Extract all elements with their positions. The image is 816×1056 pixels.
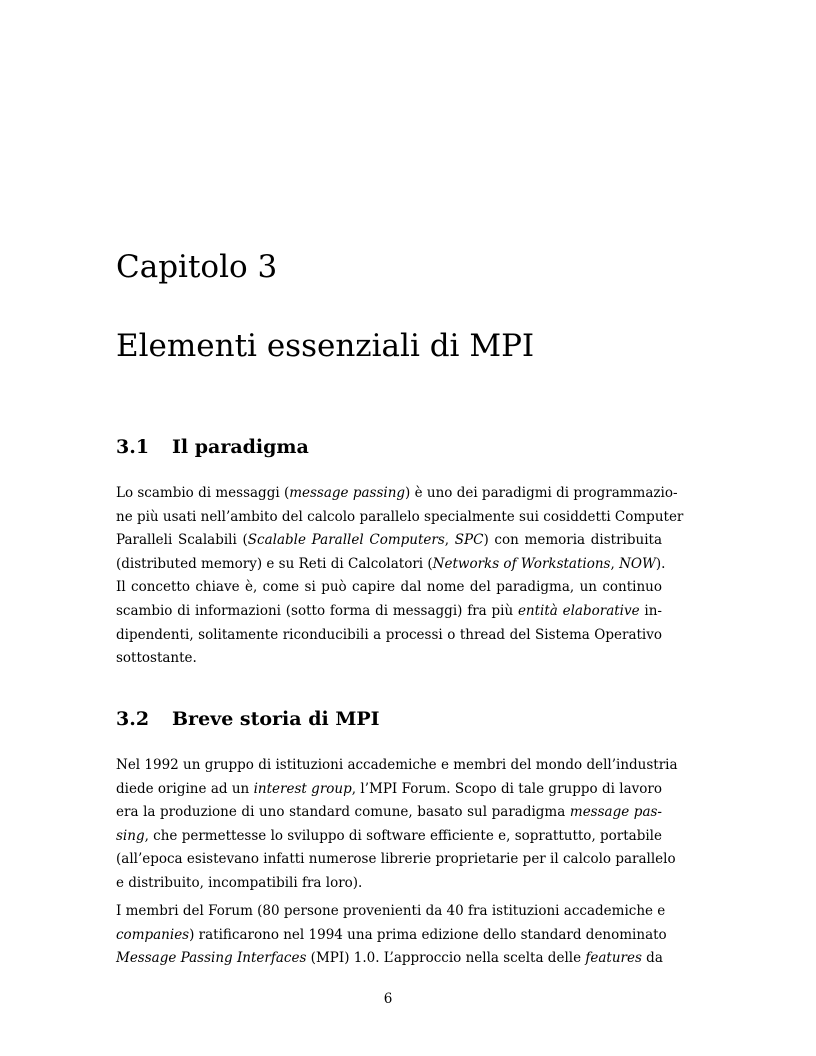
- section-number: 3.2: [116, 708, 150, 730]
- section-heading-3-1: [116, 434, 309, 460]
- italic-text: Scalable Parallel Computers: [247, 532, 445, 549]
- page-number: 6: [383, 991, 393, 1007]
- text-run: ).: [655, 555, 666, 572]
- text-run: , che permettesse lo sviluppo di software efficiente e, soprattutto, portabile: [144, 827, 662, 844]
- section-heading-3-2: [116, 706, 380, 732]
- text-line: [116, 924, 667, 948]
- paragraph: [116, 482, 684, 671]
- text-run: in-: [639, 602, 662, 619]
- italic-text: Message Passing Interfaces: [116, 950, 307, 967]
- italic-text: Networks of Workstations: [432, 555, 611, 572]
- text-line: [116, 482, 678, 506]
- italic-text: features: [585, 950, 642, 967]
- text-run: , l’MPI Forum. Scopo di tale gruppo di lavoro: [351, 780, 662, 797]
- text-run: da: [641, 950, 663, 967]
- text-run: Il concetto chiave è, come si può capire dal nome del paradigma, un continuo: [116, 579, 662, 596]
- text-run: Paralleli Scalabili (: [116, 532, 248, 549]
- paragraph: [116, 900, 667, 971]
- section-number: 3.1: [116, 436, 150, 458]
- text-run: (MPI) 1.0. L’approccio nella scelta delle: [306, 950, 586, 967]
- text-run: ne più usati nell’ambito del calcolo parallelo specialmente sui cosiddetti Computer: [116, 508, 684, 525]
- italic-text: companies: [116, 926, 190, 943]
- text-run: e distribuito, incompatibili fra loro).: [116, 874, 363, 891]
- italic-text: entità elaborative: [517, 602, 640, 619]
- text-run: sottostante.: [116, 650, 197, 667]
- italic-text: NOW: [619, 555, 656, 572]
- text-line: [116, 900, 666, 924]
- text-run: (all’epoca esistevano infatti numerose librerie proprietarie per il calcolo parallelo: [116, 851, 676, 868]
- text-run: ,: [444, 532, 455, 549]
- text-run: era la produzione di uno standard comune, basato sul paradigma: [116, 804, 570, 821]
- text-line: [116, 506, 684, 530]
- section-title: Breve storia di MPI: [172, 708, 380, 730]
- text-line: [116, 947, 662, 971]
- paragraph: [116, 754, 678, 896]
- text-line: [116, 778, 662, 802]
- text-run: Lo scambio di messaggi (: [116, 485, 290, 501]
- text-run: ) ratificarono nel 1994 una prima edizione dello standard denominato: [189, 926, 667, 943]
- text-run: ,: [610, 555, 620, 572]
- text-run: diede origine ad un: [116, 780, 254, 797]
- text-line: [116, 801, 662, 825]
- chapter-title: Elementi essenziali di MPI: [116, 328, 535, 364]
- text-run: scambio di informazioni (sotto forma di messaggi) fra più: [116, 602, 518, 619]
- text-line: [116, 872, 662, 896]
- text-line: [116, 600, 662, 624]
- text-run: ) con memoria distribuita: [483, 532, 662, 549]
- section-title: Il paradigma: [172, 436, 309, 458]
- text-line: [116, 754, 678, 778]
- text-line: [116, 529, 662, 553]
- text-line: [116, 825, 662, 849]
- text-run: (distributed memory) e su Reti di Calcolatori (: [116, 555, 433, 572]
- text-run: ) è uno dei paradigmi di programmazio-: [405, 485, 678, 501]
- text-line: [116, 848, 676, 872]
- text-line: [116, 553, 666, 577]
- italic-text: interest group: [253, 780, 352, 797]
- text-run: Nel 1992 un gruppo di istituzioni accademiche e membri del mondo dell’industria: [116, 757, 678, 773]
- text-run: dipendenti, solitamente riconducibili a processi o thread del Sistema Operativo: [116, 626, 662, 643]
- text-line: [116, 624, 662, 648]
- text-run: I membri del Forum (80 persone provenienti da 40 fra istituzioni accademiche e: [116, 903, 666, 919]
- text-line: [116, 576, 662, 600]
- italic-text: sing: [116, 827, 145, 844]
- chapter-label: Capitolo 3: [116, 249, 278, 285]
- italic-text: SPC: [454, 532, 484, 549]
- italic-text: message pas-: [569, 804, 662, 821]
- italic-text: message passing: [289, 485, 406, 501]
- text-line: [116, 647, 662, 671]
